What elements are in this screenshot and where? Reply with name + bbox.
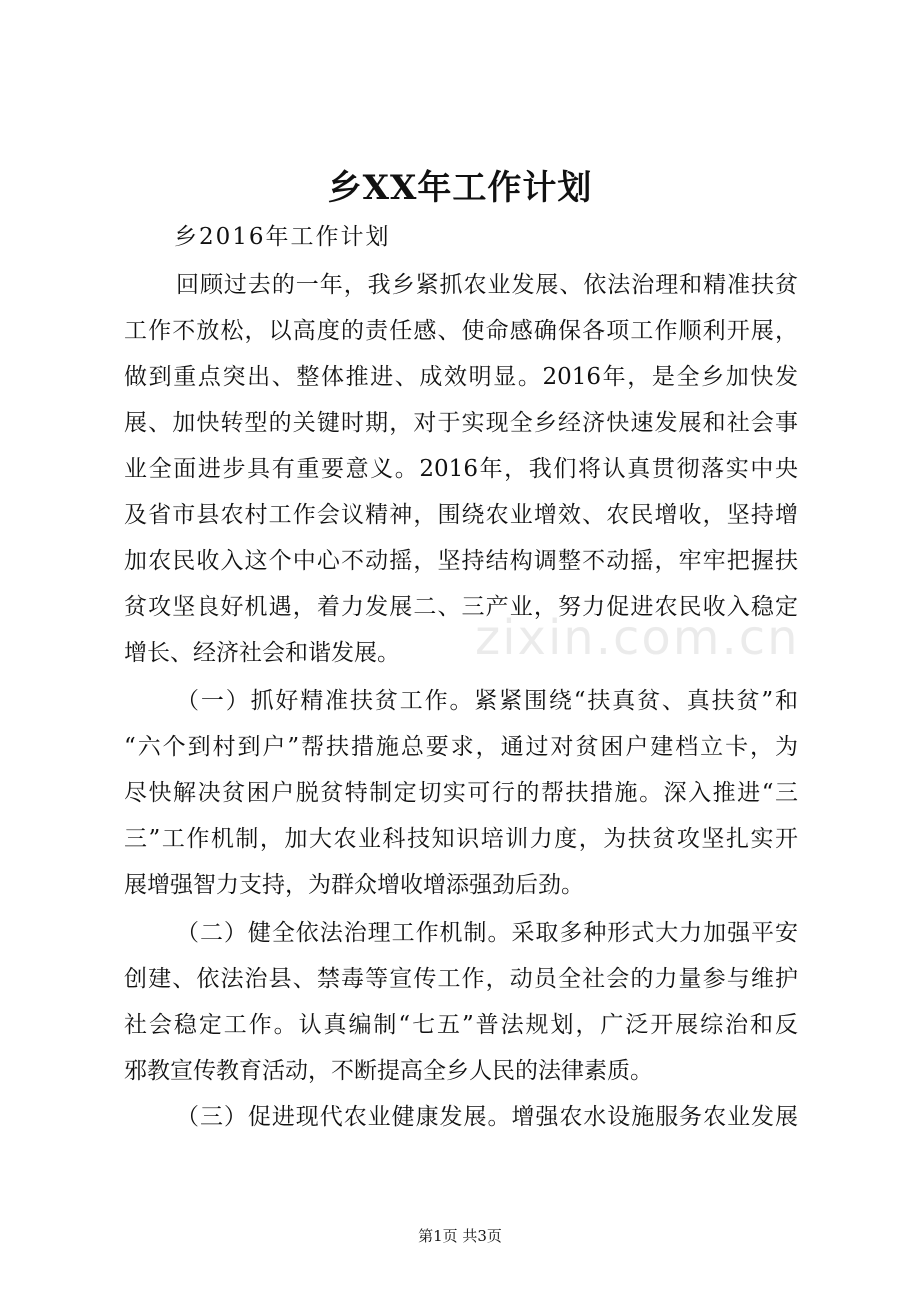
- body-line: （三）促进现代农业健康发展。增强农水设施服务农业发展: [176, 1104, 798, 1130]
- body-line: 及省市县农村工作会议精神，围绕农业增效、农民增收，坚持增: [124, 502, 798, 528]
- body-line: 增长、经济社会和谐发展。: [124, 640, 400, 666]
- body-line: “六个到村到户”帮扶措施总要求，通过对贫困户建档立卡，为: [124, 734, 798, 760]
- body-line: 尽快解决贫困户脱贫特制定切实可行的帮扶措施。深入推进“三: [124, 780, 798, 806]
- body-line: 贫攻坚良好机遇，着力发展二、三产业，努力促进农民收入稳定: [124, 594, 798, 620]
- body-line: 加农民收入这个中心不动摇，坚持结构调整不动摇，牢牢把握扶: [124, 548, 798, 574]
- body-line: 业全面进步具有重要意义。2016年，我们将认真贯彻落实中央: [124, 456, 798, 482]
- body-line: 展增强智力支持，为群众增收增添强劲后劲。: [124, 872, 584, 898]
- body-line: 社会稳定工作。认真编制“七五”普法规划，广泛开展综治和反: [124, 1012, 798, 1038]
- body-line: 工作不放松，以高度的责任感、使命感确保各项工作顺利开展，: [124, 318, 798, 344]
- body-line: 回顾过去的一年，我乡紧抓农业发展、依法治理和精准扶贫: [176, 272, 798, 298]
- body-line: （一）抓好精准扶贫工作。紧紧围绕“扶真贫、真扶贫”和: [176, 688, 798, 714]
- body-line: 创建、依法治县、禁毒等宣传工作，动员全社会的力量参与维护: [124, 966, 798, 992]
- body-line: 做到重点突出、整体推进、成效明显。2016年，是全乡加快发: [124, 364, 798, 390]
- page-footer: 第1页 共3页: [418, 1227, 502, 1245]
- watermark: zixin.com.cn: [475, 610, 800, 666]
- document-subtitle: 乡2016年工作计划: [174, 224, 391, 250]
- document-title: 乡XX年工作计划: [327, 168, 593, 208]
- body-line: 三”工作机制，加大农业科技知识培训力度，为扶贫攻坚扎实开: [124, 826, 798, 852]
- body-line: （二）健全依法治理工作机制。采取多种形式大力加强平安: [176, 920, 798, 946]
- body-line: 邪教宣传教育活动，不断提高全乡人民的法律素质。: [124, 1058, 653, 1084]
- body-line: 展、加快转型的关键时期，对于实现全乡经济快速发展和社会事: [124, 410, 798, 436]
